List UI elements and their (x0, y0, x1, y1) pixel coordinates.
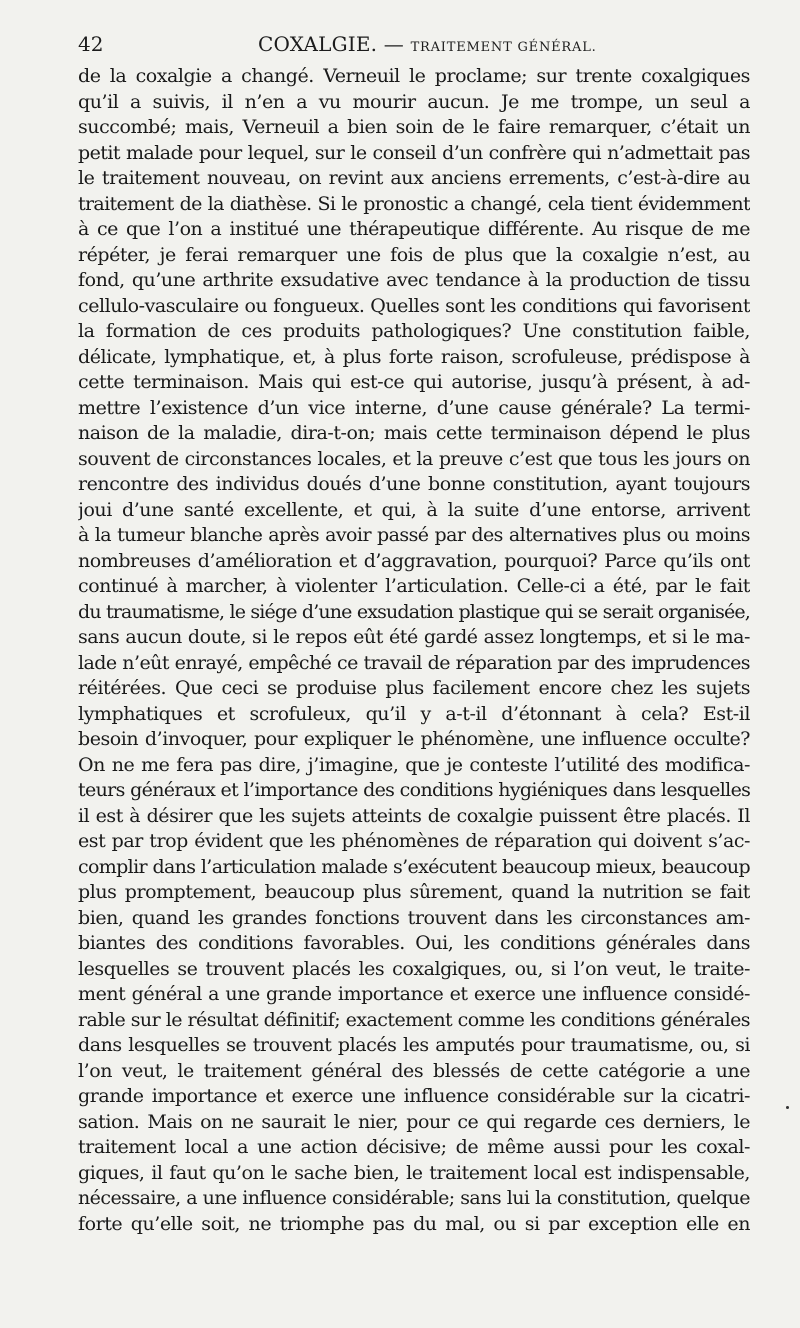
text-line: traitement local a une action décisive; de même aussi pour les coxal- (78, 1136, 750, 1158)
text-line: complir dans l’articulation malade s’exécutent beaucoup mieux, beaucoup (78, 855, 750, 878)
text-line: naison de la maladie, dira-t-on; mais cette terminaison dépend le plus (78, 422, 750, 444)
text-line: il est à désirer que les sujets atteints de coxalgie puissent être placés. Il (78, 804, 750, 827)
text-line: ment général a une grande importance et exerce une influence considé- (78, 983, 750, 1005)
text-line: On ne me fera pas dire, j’imagine, que je conteste l’utilité des modifica- (78, 753, 750, 776)
ink-speck (786, 1106, 789, 1109)
text-line: de la coxalgie a changé. Verneuil le proclame; sur trente coxalgiques (78, 65, 750, 87)
text-line: giques, il faut qu’on le sache bien, le traitement local est indispensable, (78, 1161, 750, 1184)
running-title (258, 32, 597, 56)
text-line: du traumatisme, le siége d’une exsudation plastique qui se serait organisée, (78, 600, 750, 623)
text-line: la formation de ces produits pathologiques? Une constitution faible, (78, 320, 750, 342)
text-line: bien, quand les grandes fonctions trouvent dans les circonstances am- (78, 906, 750, 929)
text-line: cette terminaison. Mais qui est-ce qui autorise, jusqu’à présent, à ad- (78, 371, 750, 393)
text-line: qu’il a suivis, il n’en a vu mourir aucun. Je me trompe, un seul a (78, 90, 750, 113)
text-line: sans aucun doute, si le repos eût été gardé assez longtemps, et si le ma- (78, 626, 750, 648)
text-line: teurs généraux et l’importance des conditions hygiéniques dans lesquelles (78, 779, 750, 801)
text-line: nécessaire, a une influence considérable; sans lui la constitution, quelque (78, 1187, 750, 1209)
text-line: à la tumeur blanche après avoir passé par des alternatives plus ou moins (78, 524, 750, 546)
title-dash: — (377, 32, 411, 56)
chapter-title: COXALGIE. (258, 32, 378, 56)
text-line: le traitement nouveau, on revint aux anciens errements, c’est-à-dire au (78, 167, 750, 189)
text-line: lade n’eût enrayé, empêché ce travail de réparation par des imprudences (78, 651, 750, 674)
text-line: rencontre des individus doués d’une bonne constitution, ayant toujours (78, 473, 750, 495)
text-line: souvent de circonstances locales, et la preuve c’est que tous les jours on (78, 447, 750, 470)
page-number: 42 (78, 32, 104, 56)
text-line: forte qu’elle soit, ne triomphe pas du mal, ou si par exception elle en (78, 1212, 750, 1235)
text-line: réitérées. Que ceci se produise plus facilement encore chez les sujets (78, 677, 750, 699)
text-line: mettre l’existence d’un vice interne, d’une cause générale? La termi- (78, 396, 750, 419)
text-line: joui d’une santé excellente, et qui, à la suite d’une entorse, arrivent (78, 498, 750, 521)
body-text (78, 64, 750, 1237)
section-subtitle: TRAITEMENT GÉNÉRAL. (410, 40, 597, 55)
text-line: traitement de la diathèse. Si le pronostic a changé, cela tient évidemment (78, 192, 750, 215)
text-line: dans lesquelles se trouvent placés les amputés pour traumatisme, ou, si (78, 1034, 750, 1056)
text-line: biantes des conditions favorables. Oui, les conditions générales dans (78, 932, 750, 954)
text-line: grande importance et exerce une influence considérable sur la cicatri- (78, 1085, 750, 1107)
text-line: petit malade pour lequel, sur le conseil d’un confrère qui n’admettait pas (78, 141, 750, 164)
text-line: délicate, lymphatique, et, à plus forte raison, scrofuleuse, prédispose à (78, 345, 750, 368)
text-line: cellulo-vasculaire ou fongueux. Quelles sont les conditions qui favorisent (78, 294, 750, 317)
text-line: sation. Mais on ne saurait le nier, pour ce qui regarde ces derniers, le (78, 1110, 750, 1133)
running-head (78, 32, 750, 62)
text-line: est par trop évident que les phénomènes de réparation qui doivent s’ac- (78, 830, 750, 852)
text-line: nombreuses d’amélioration et d’aggravation, pourquoi? Parce qu’ils ont (78, 549, 750, 572)
text-line: besoin d’invoquer, pour expliquer le phénomène, une influence occulte? (78, 728, 750, 750)
text-line: fond, qu’une arthrite exsudative avec tendance à la production de tissu (78, 269, 750, 291)
text-line: à ce que l’on a institué une thérapeutique différente. Au risque de me (78, 218, 750, 240)
text-line: plus promptement, beaucoup plus sûrement, quand la nutrition se fait (78, 881, 750, 903)
text-line: lymphatiques et scrofuleux, qu’il y a-t-il d’étonnant à cela? Est-il (78, 702, 750, 725)
text-line: succombé; mais, Verneuil a bien soin de le faire remarquer, c’était un (78, 116, 750, 138)
text-line: lesquelles se trouvent placés les coxalgiques, ou, si l’on veut, le traite- (78, 957, 750, 980)
text-line: l’on veut, le traitement général des blessés de cette catégorie a une (78, 1059, 750, 1082)
text-line: répéter, je ferai remarquer une fois de plus que la coxalgie n’est, au (78, 243, 750, 266)
text-line: rable sur le résultat définitif; exactement comme les conditions générales (78, 1008, 750, 1031)
text-line: continué à marcher, à violenter l’articulation. Celle-ci a été, par le fait (78, 575, 750, 597)
